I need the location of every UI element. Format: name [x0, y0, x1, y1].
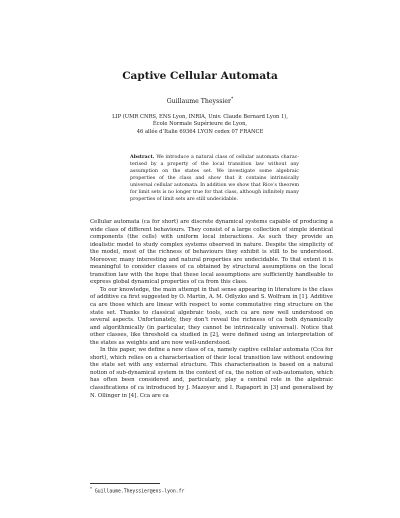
author-name: Guillaume Theyssier: [166, 98, 231, 106]
affiliation-line: 46 allée d’Italie 69364 LYON cedex 07 FRANCE: [136, 128, 264, 135]
abstract-label: Abstract.: [130, 154, 155, 160]
affiliation: [0, 114, 400, 136]
body-paragraph: To our knowledge, the main attempt in that sense appearing in literature is the class of additive ca first suggested by O. Martin, A. M. Odlyzko and S. Wolfram in [1]. Additive ca are those which are linear with respect to some commutative ring structure on the state set. Thanks to classical algebraic tools, such ca are now well understood on several aspects. Unfortunately, they don’t reveal the richness of ca both dynamically and algorithmically (in particular, they cannot be intrinsically universal). Notice that other classes, like threshold ca studied in [2], were defined using an interpretation of the states as weights and are now well-understood.: [90, 286, 333, 346]
author-footnote-mark: *: [231, 97, 234, 102]
footnote: [90, 486, 184, 495]
author-line: [0, 97, 400, 105]
paper-title: Captive Cellular Automata: [122, 70, 278, 82]
footnote-rule: [90, 483, 160, 484]
abstract: [130, 154, 299, 203]
affiliation-line: École Normale Supérieure de Lyon,: [152, 121, 248, 128]
footnote-email: Guillaume.Theyssier@ens-lyon.fr: [94, 489, 185, 495]
body-text: [90, 219, 333, 400]
footnote-mark: *: [90, 486, 92, 491]
abstract-text: We introduce a natural class of cellular automata charac-terised by a property of the local transition law without any assumption on the states set. We investigate some algebraic properties of the class and show that it contains intrinsically universal cellular automata. In addition we show that Rice’s theorem for limit sets is no longer true for that class, although infinitely many properties of limit sets are still undecidable.: [130, 155, 299, 202]
affiliation-line: LIP (UMR CNRS, ENS Lyon, INRIA, Univ. Claude Bernard Lyon 1),: [112, 114, 288, 120]
body-paragraph: Cellular automata (ca for short) are discrete dynamical systems capable of producing a wide class of different behaviours. They consist of a large collection of simple identical components (the cells) with uniform local interactions. As such they provide an idealistic model to study complex systems observed in nature. Despite the simplicity of the model, most of the richness of behaviours they exhibit is still to be understood. Moreover, many interesting and natural properties are undecidable. To that extent it is meaningful to consider classes of ca obtained by structural assumptions on the local transition law with the hope that these local assumptions are sufficiently handleable to express global dynamical properties of ca from this class.: [90, 219, 333, 286]
body-paragraph: In this paper, we define a new class of ca, namely captive cellular automata (Cca for short), which relies on a characterisation of their local transition law without endowing the state set with any external structure. This characterisation is based on a natural notion of sub-dynamical system in the context of ca, the notion of sub-automaton, which has often been considered and, particularly, play a central role in the algebraic classifications of ca introduced by J. Mazoyer and I. Rapaport in [3] and generalised by N. Ollinger in [4]. Cca are ca: [90, 347, 333, 399]
